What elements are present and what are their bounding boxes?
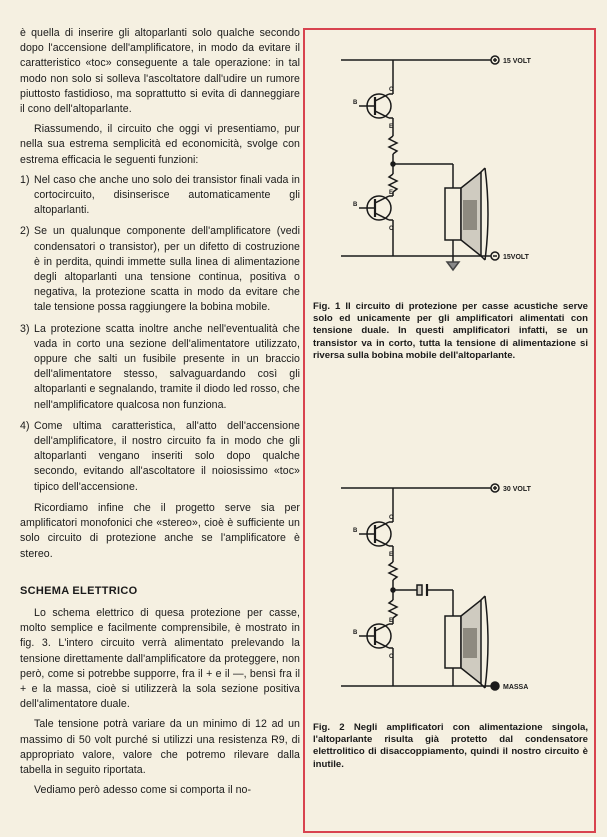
resistor-lower-icon	[389, 600, 397, 618]
resistor-upper-icon	[389, 136, 397, 154]
speaker-icon	[445, 596, 488, 688]
paragraph-continue: Vediamo però adesso come si comporta il no-	[34, 784, 252, 797]
fig1-bottom-label: 15VOLT	[503, 254, 529, 261]
figure-2-caption: Fig. 2 Negli amplificatori con alimentazione singola, l'altoparlante risulta già protetto dal condensatore elettrolitico di disaccoppiamento, quindi il nostro circuito è inutile.	[313, 722, 589, 770]
terminal-icon	[491, 682, 499, 690]
svg-text:C: C	[389, 87, 394, 93]
list-item: 3) La protezione scatta inoltre anche nell'eventualità che vada in corto una sezione dell'alimentatore utilizzato, oppure che salti un fusibile presente in un braccio dell'alimentatore stesso, salvaguardando così gli altoparlanti e segnalando, tramite il diodo led rosso, che nell'amplificatore qualcosa non funziona.	[20, 322, 300, 411]
paragraph-schema: Lo schema elettrico di quesa protezione per casse, molto semplice e facilmente comprensibile, è mostrato in fig. 3. L'intero circuito verrà alimentato prelevando la tensione direttamente dall'amplificatore da proteggere, non però, come si potrebbe supporre, fra il + e il —, bensì fra il + e la massa, cioè si utilizzerà la sola sezione positiva dell'alimentatore duale.	[20, 606, 300, 711]
figure-1-caption: Fig. 1 Il circuito di protezione per casse acustiche serve solo ed unicamente per gli amplificatori alimentati con tensione duale. In questi amplificatori infatti, se un transistor va in corto, tutta la tensione di alimentazione si riversa sulla bobina mobile dell'altoparlante.	[313, 301, 588, 361]
list-item: 1) Nel caso che anche uno solo dei transistor finali vada in cortocircuito, disinserisce automaticamente gli altoparlanti.	[20, 173, 300, 217]
svg-text:E: E	[389, 190, 394, 196]
svg-text:B: B	[353, 528, 358, 534]
svg-text:E: E	[389, 552, 394, 558]
fig1-top-label: 15 VOLT	[503, 58, 531, 65]
speaker-icon	[445, 168, 488, 260]
paragraph-stereo: Ricordiamo infine che il progetto serve sia per amplificatori monofonici che «stereo», cioè è sufficiente un solo circuito di protezione anche se l'amplificatore è stereo.	[20, 501, 300, 560]
list-item: 4) Come ultima caratteristica, all'atto dell'accensione dell'amplificatore, il nostro circuito fa in modo che gli altoparlanti vengano inseriti solo dopo qualche secondo, evitando all'ascoltatore il noiosissimo «toc» tipico dell'accensione.	[20, 419, 300, 493]
svg-text:C: C	[389, 654, 394, 660]
section-heading: SCHEMA ELETTRICO	[20, 584, 138, 597]
svg-text:B: B	[353, 202, 358, 208]
resistor-upper-icon	[389, 562, 397, 580]
svg-text:E: E	[389, 124, 394, 130]
figures-panel	[303, 28, 596, 833]
list-item: 2) Se un qualunque componente dell'amplificatore (vedi condensatori o transistor), per un difetto di costruzione è in perdita, quindi immette sulla linea di alimentazione degli altoparlanti una tensione continua, positiva o negativa, la protezione scatta in modo da evitare che tale tensione possa raggiungere la bobina mobile.	[20, 225, 300, 314]
svg-text:C: C	[389, 226, 394, 232]
svg-text:C: C	[389, 515, 394, 521]
fig2-top-label: 30 VOLT	[503, 486, 531, 493]
ground-arrow-icon	[447, 262, 459, 270]
paragraph-voltage: Tale tensione potrà variare da un minimo di 12 ad un massimo di 50 volt purché si utilizzi una resistenza R9, di appropriato valore, valore che potremo rilevare dalla tabella in seguito riportata.	[20, 718, 300, 776]
paragraph-summary: Riassumendo, il circuito che oggi vi presentiamo, pur nella sua estrema semplicità ed economicità, svolge con estrema efficacia le seguenti funzioni:	[20, 123, 300, 166]
svg-text:B: B	[353, 630, 358, 636]
fig2-bottom-label: MASSA	[503, 684, 529, 691]
figure-2-circuit	[305, 474, 594, 714]
capacitor-icon	[417, 584, 427, 596]
paragraph-intro: è quella di inserire gli altoparlanti solo qualche secondo dopo l'accensione dell'amplificatore, in modo da evitare il caratteristico «toc» conseguente a tale operazione: in tal modo non solo si solleva l'ascoltatore dall'udire un rumore piuttosto fastidioso, ma soprattutto si evita di danneggiare il cono dell'altoparlante.	[20, 27, 300, 116]
svg-text:B: B	[353, 100, 358, 106]
functions-list	[20, 173, 300, 495]
article-column	[20, 26, 300, 803]
figure-1-circuit	[305, 44, 594, 284]
svg-text:E: E	[389, 618, 394, 624]
